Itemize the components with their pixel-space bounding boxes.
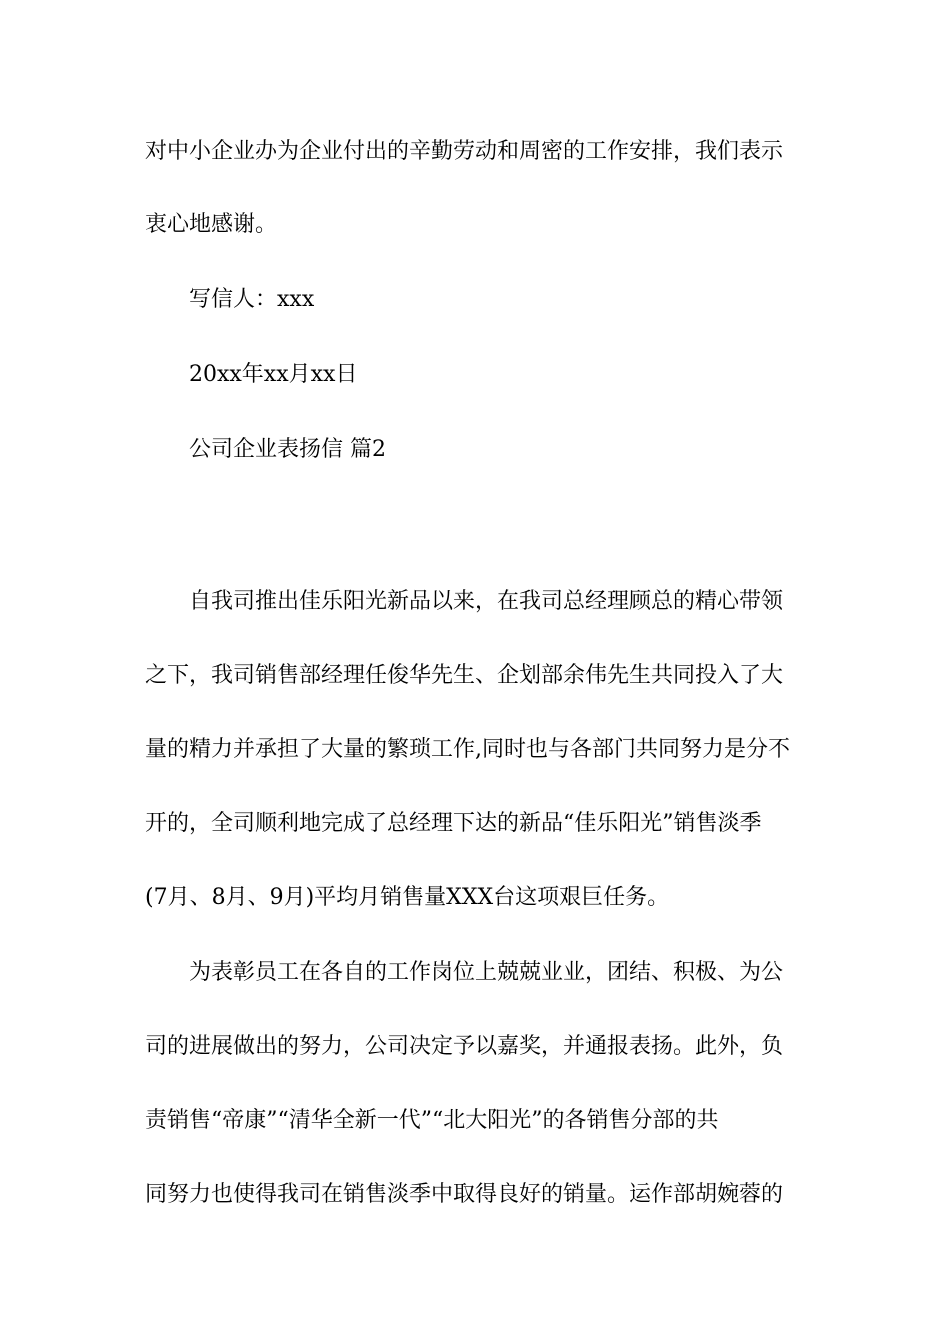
text-line: 之下，我司销售部经理任俊华先生、企划部余伟先生共同投入了大 [145, 663, 784, 688]
text-line: 衷心地感谢。 [145, 212, 278, 237]
text-line: (7月、8月、9月)平均月销售量XXX台这项艰巨任务。 [145, 885, 670, 910]
text-line: 量的精力并承担了大量的繁琐工作,同时也与各部门共同努力是分不 [145, 737, 790, 762]
text-line: 开的，全司顺利地完成了总经理下达的新品“佳乐阳光”销售淡季 [145, 811, 762, 836]
text-line: 同努力也使得我司在销售淡季中取得良好的销量。运作部胡婉蓉的 [145, 1182, 784, 1207]
date-line: 20xx年xx月xx日 [189, 362, 358, 387]
text-line: 对中小企业办为企业付出的辛勤劳动和周密的工作安排，我们表示 [145, 139, 784, 164]
signature-line: 写信人：xxx [189, 287, 315, 312]
text-line: 自我司推出佳乐阳光新品以来，在我司总经理顾总的精心带领 [189, 589, 784, 614]
text-line: 责销售“帝康”“清华全新一代”“北大阳光”的各销售分部的共 [145, 1108, 719, 1133]
text-line: 司的进展做出的努力，公司决定予以嘉奖，并通报表扬。此外，负 [145, 1034, 784, 1059]
text-line: 为表彰员工在各自的工作岗位上兢兢业业，团结、积极、为公 [189, 960, 784, 985]
section-heading: 公司企业表扬信 篇2 [189, 437, 386, 462]
